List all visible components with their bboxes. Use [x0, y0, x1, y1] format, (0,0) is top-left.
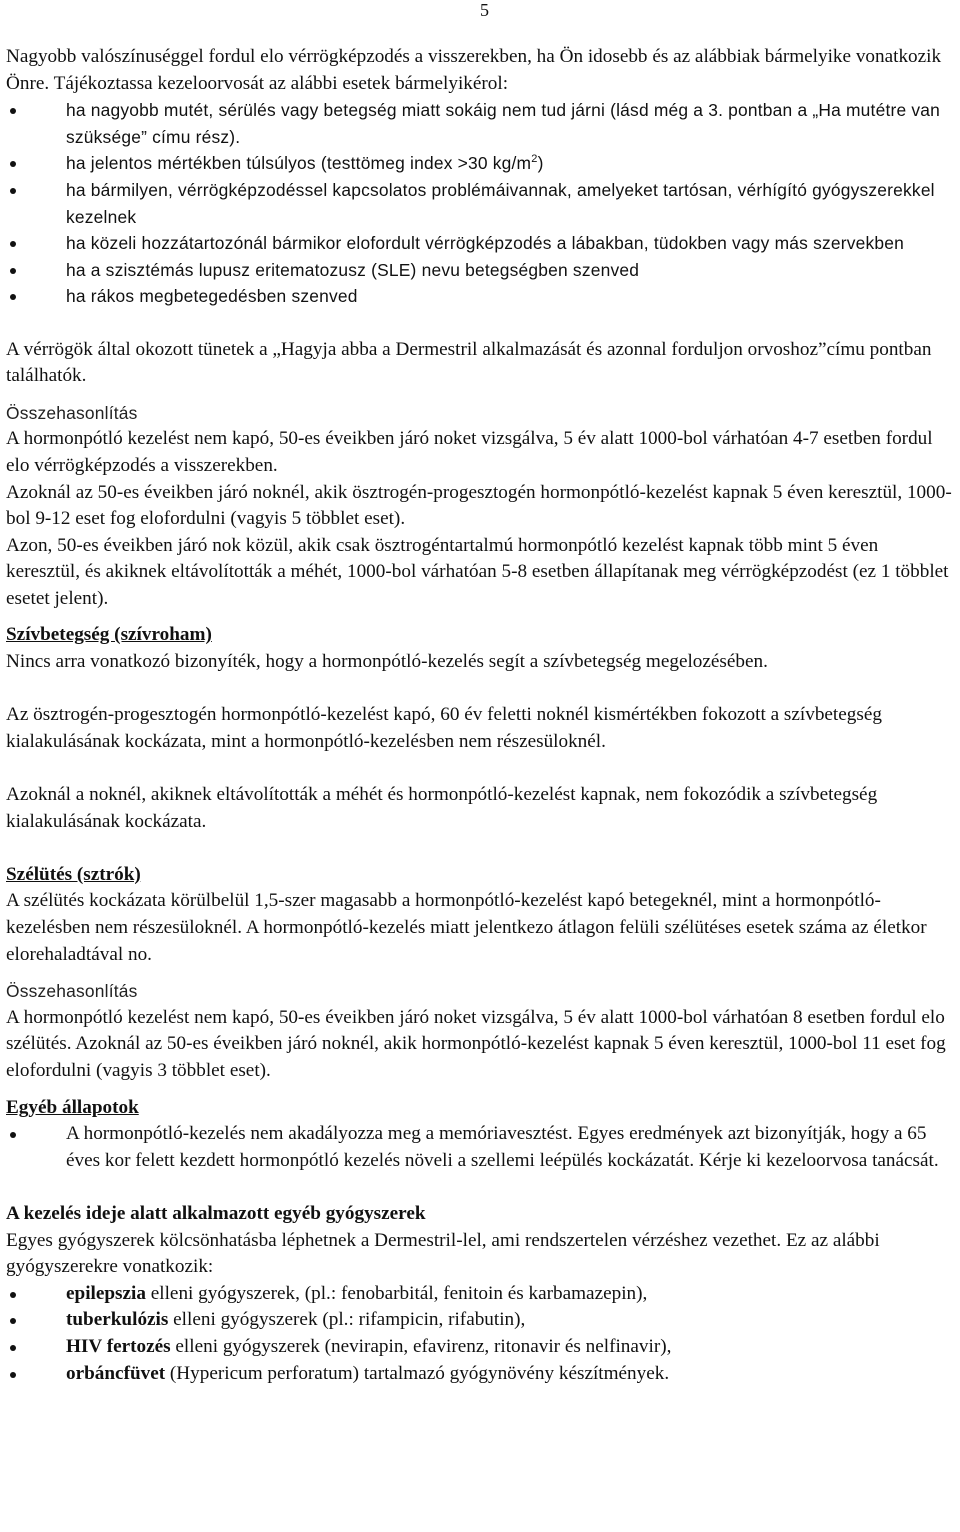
- intro-paragraph: Nagyobb valószínuséggel fordul elo vérrögképzodés a visszerekben, ha Ön idosebb és az alábbiak bármelyike vonatkozik Önre. Tájékoztassa kezeloorvosát az alábbi esetek bármelyikérol:: [6, 46, 942, 94]
- document-body: [6, 44, 954, 1387]
- bullet-icon: [10, 294, 16, 300]
- bullet-icon: [10, 108, 16, 114]
- list-item: epilepszia elleni gyógyszerek, (pl.: fenobarbitál, fenitoin és karbamazepin),: [6, 1281, 954, 1308]
- list-item: ha jelentos mértékben túlsúlyos (testtömeg index >30 $kg/m^2$): [6, 150, 954, 177]
- comparison-label: Összehasonlítás: [6, 402, 138, 423]
- list-item: ha bármilyen, vérrögképzodéssel kapcsolatos problémáivannak, amelyeket tartósan, vérhígító gyógyszerekkel kezelnek: [6, 177, 954, 230]
- other-conditions-heading: Egyéb állapotok: [6, 1096, 139, 1118]
- list-item: ha a szisztémás lupusz eritematozusz (SLE) nevu betegségben szenved: [6, 257, 954, 284]
- heart-paragraph-1: Nincs arra vonatkozó bizonyíték, hogy a hormonpótló-kezelés segít a szívbetegség megelozésében.: [6, 651, 768, 673]
- heart-paragraph-2: Az ösztrogén-progesztogén hormonpótló-kezelést kapó, 60 év feletti noknél kismértékben fokozott a szívbetegség kialakulásának kockázata, mint a hormonpótló-kezelésben nem részesüloknél.: [6, 704, 882, 752]
- list-item: ha rákos megbetegedésben szenved: [6, 283, 954, 310]
- heart-disease-heading: Szívbetegség (szívroham): [6, 624, 212, 646]
- list-item: ha nagyobb mutét, sérülés vagy betegség miatt sokáig nem tud járni (lásd még a 3. pontban a „Ha mutétre van szüksége” címu rész).: [6, 97, 954, 150]
- bullet-icon: [10, 268, 16, 274]
- comparison-paragraph-3: Azon, 50-es éveikben járó nok közül, akik csak ösztrogéntartalmú hormonpótló kezelést kapnak több mint 5 éven keresztül, és akiknek eltávolították a méhét, 1000-bol várhatóan 5-8 esetben állapítanak meg vérrögképzodést (ez 1 többlet esetet jelent).: [6, 534, 949, 609]
- stroke-paragraph: A szélütés kockázata körülbelül 1,5-szer magasabb a hormonpótló-kezelést kapó betegeknél, mint a hormonpótló-kezelésben nem részesüloknél. A hormonpótló-kezelés miatt jelentkezo átlagon felüli szélütéses esetek száma az életkor elorehaladtával no.: [6, 890, 927, 965]
- interacting-medicines-list: [6, 1281, 954, 1387]
- comparison-paragraph: A hormonpótló kezelést nem kapó, 50-es éveikben járó noket vizsgálva, 5 év alatt 1000-bol várhatóan 8 esetben fordul elo szélütés. Azoknál az 50-es éveikben járó noknél, akik hormonpótló-kezelést kapnak 5 éven keresztül, 1000-bol 11 eset fog elofordulni (vagyis 3 többlet eset).: [6, 1006, 946, 1081]
- comparison-paragraph-1: A hormonpótló kezelést nem kapó, 50-es éveikben járó noket vizsgálva, 5 év alatt 1000-bol várhatóan 4-7 esetben fordul elo vérrögképzodés a visszerekben.: [6, 428, 933, 476]
- clot-symptoms-paragraph: A vérrögök által okozott tünetek a „Hagyja abba a Dermestril alkalmazását és azonnal forduljon orvoshoz”címu pontban találhatók.: [6, 338, 932, 387]
- risk-factor-list: [6, 97, 954, 310]
- bullet-icon: [10, 1372, 16, 1378]
- page-number: 5: [480, 0, 489, 20]
- other-medicines-paragraph: Egyes gyógyszerek kölcsönhatásba léphetnek a Dermestril-lel, ami rendszertelen vérzéshez vezethet. Ez az alábbi gyógyszerekre vonatkozik:: [6, 1229, 880, 1278]
- list-item: HIV fertozés elleni gyógyszerek (nevirapin, efavirenz, ritonavir és nelfinavir),: [6, 1334, 954, 1361]
- heart-paragraph-3: Azoknál a noknél, akiknek eltávolították a méhét és hormonpótló-kezelést kapnak, nem fokozódik a szívbetegség kialakulásának kockázata.: [6, 784, 878, 832]
- bullet-icon: [10, 1292, 16, 1298]
- bullet-icon: [10, 1318, 16, 1324]
- comparison-paragraph-2: Azoknál az 50-es éveikben járó noknél, akik ösztrogén-progesztogén hormonpótló-kezelést kapnak 5 éven keresztül, 1000-bol 9-12 eset fog elofordulni (vagyis 5 többlet eset).: [6, 481, 952, 530]
- other-conditions-list: [6, 1121, 954, 1174]
- list-item: orbáncfüvet (Hypericum perforatum) tartalmazó gyógynövény készítmények.: [6, 1361, 954, 1388]
- stroke-heading: Szélütés (sztrók): [6, 863, 141, 885]
- bullet-icon: [10, 241, 16, 247]
- list-item: A hormonpótló-kezelés nem akadályozza meg a memóriavesztést. Egyes eredmények azt bizonyítják, hogy a 65 éves kor felett kezdett hormonpótló kezelés növeli a szellemi leépülés kockázatát. Kérje ki kezeloorvosa tanácsát.: [6, 1121, 954, 1174]
- bullet-icon: [10, 1345, 16, 1351]
- other-medicines-heading: A kezelés ideje alatt alkalmazott egyéb gyógyszerek: [6, 1202, 426, 1224]
- superscript: 2: [531, 153, 538, 166]
- bullet-icon: [10, 188, 16, 194]
- bullet-icon: [10, 161, 16, 167]
- bullet-icon: [10, 1132, 16, 1138]
- list-item: tuberkulózis elleni gyógyszerek (pl.: rifampicin, rifabutin),: [6, 1307, 954, 1334]
- list-item: ha közeli hozzátartozónál bármikor elofordult vérrögképzodés a lábakban, tüdokben vagy más szervekben: [6, 230, 954, 257]
- comparison-label: Összehasonlítás: [6, 981, 138, 1002]
